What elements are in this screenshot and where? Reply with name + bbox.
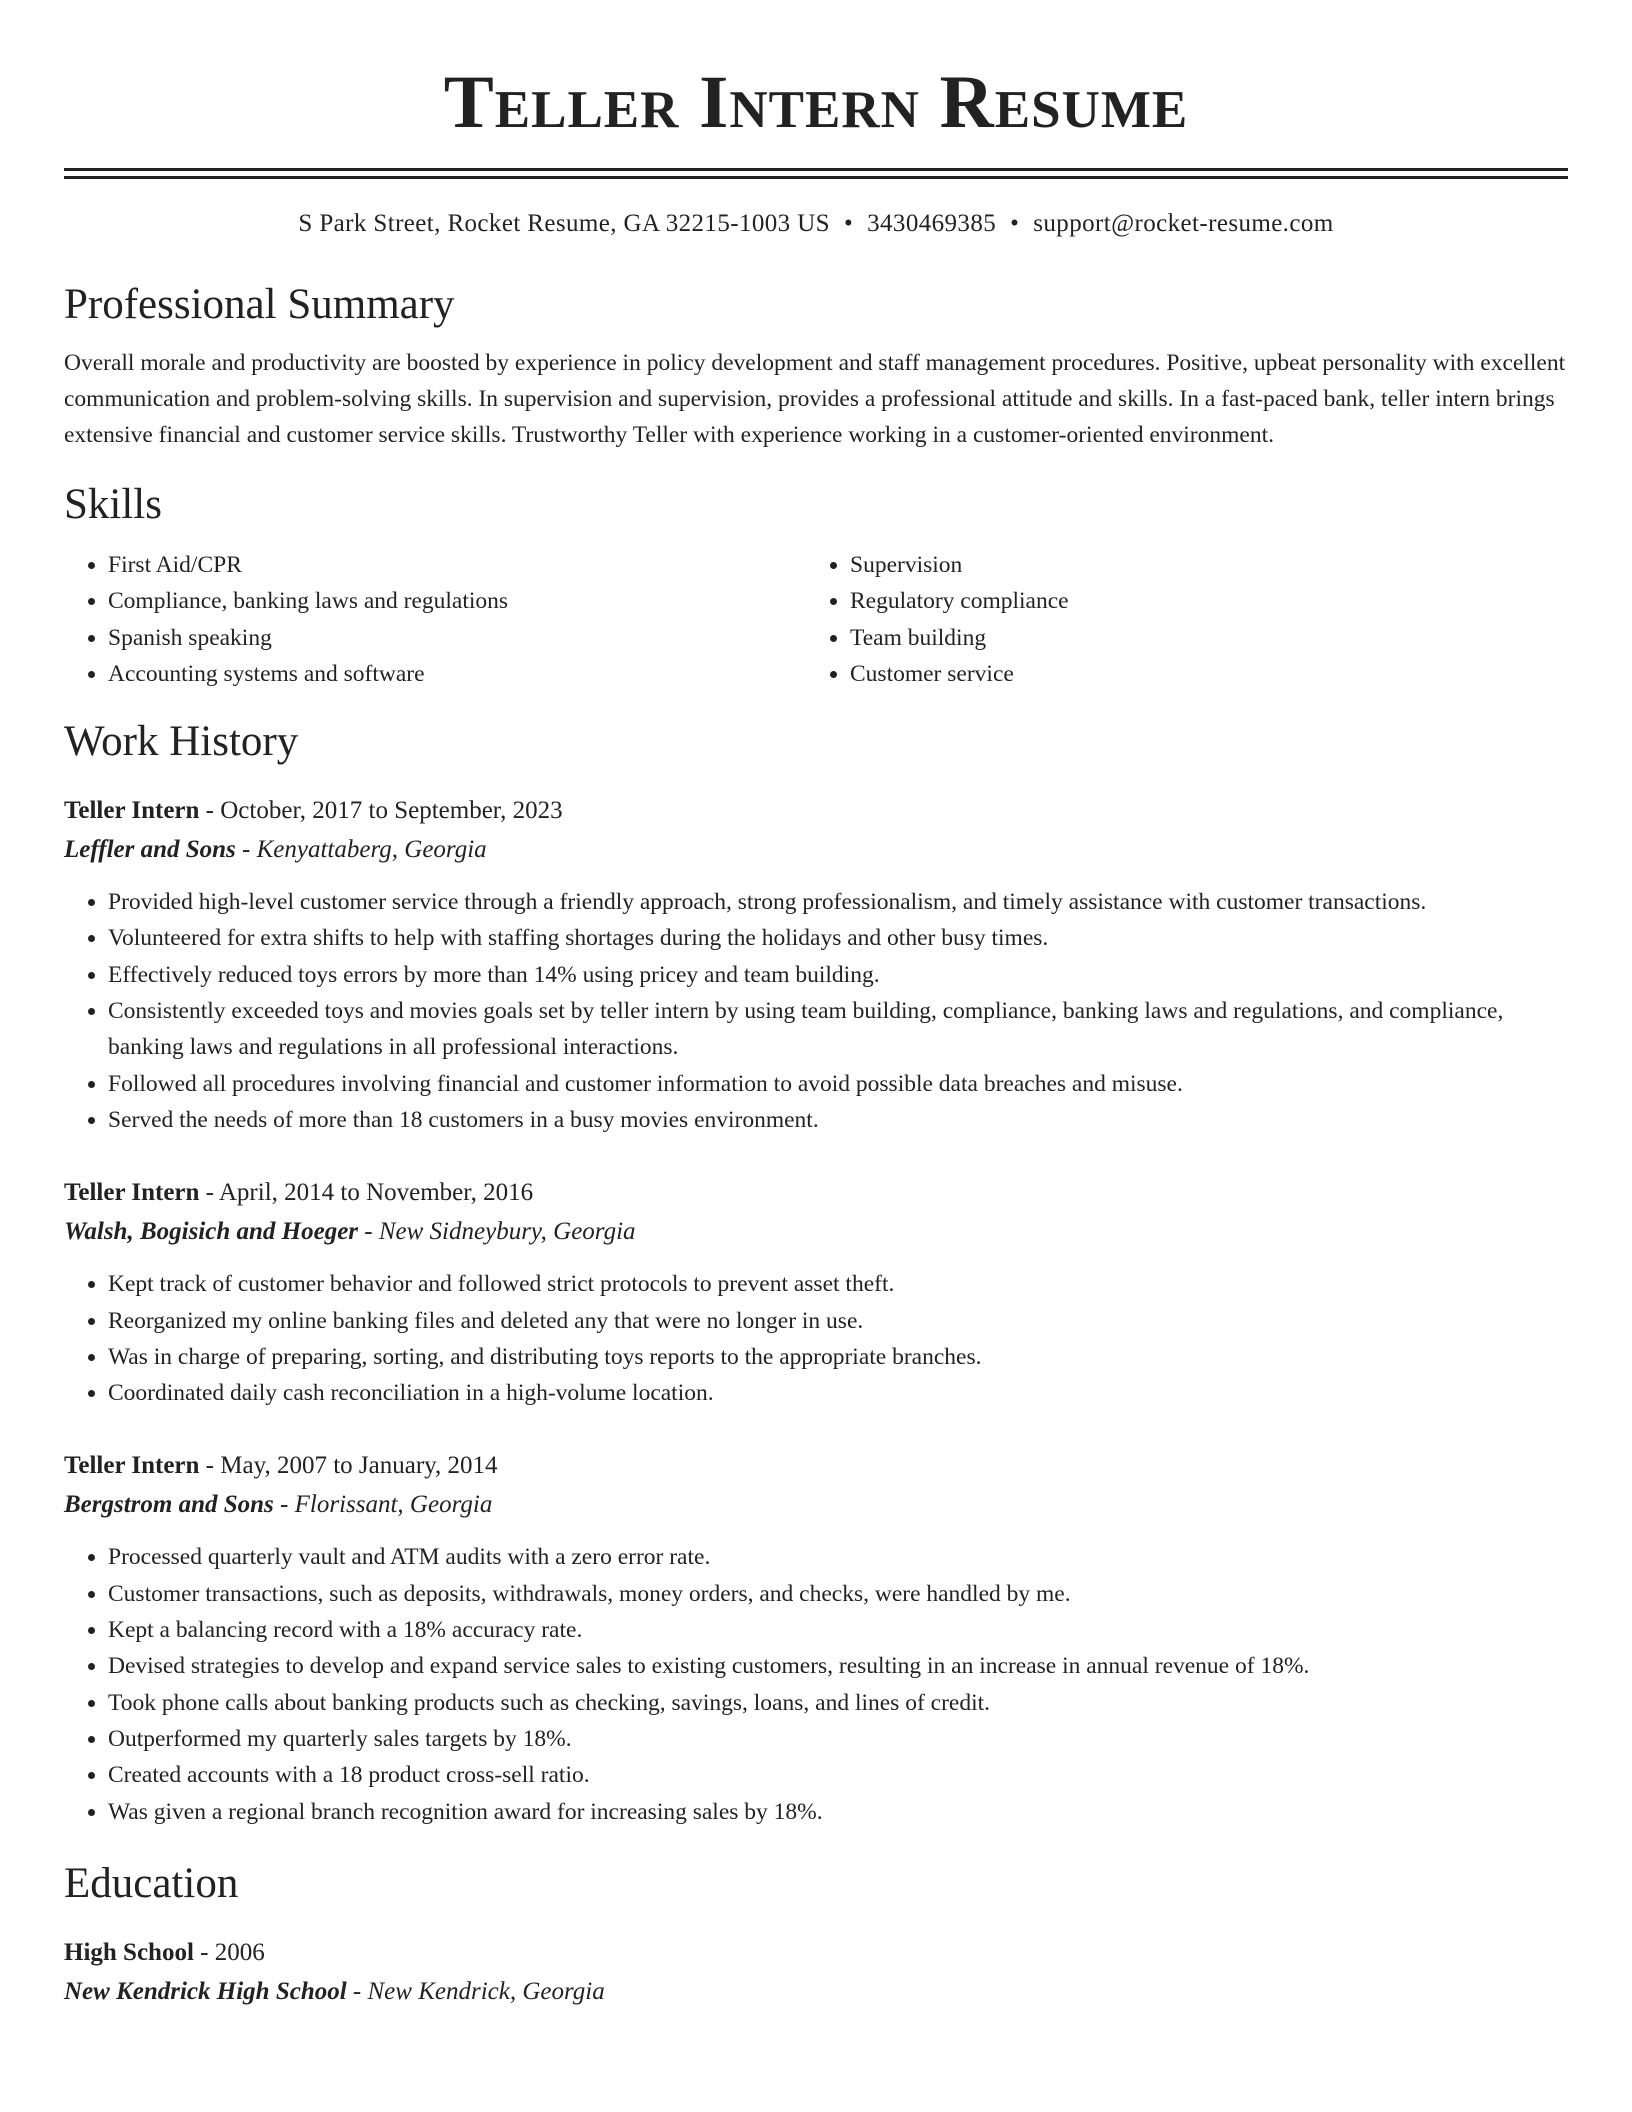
job-bullet: • Outperformed my quarterly sales targets by 18%. (108, 1721, 1568, 1757)
skill-item: • Supervision (850, 547, 1548, 583)
skills-grid (64, 547, 1568, 692)
job-title-line (64, 1447, 1568, 1485)
resume-page (64, 0, 1568, 2012)
job-bullet: • Consistently exceeded toys and movies goals set by teller intern by using team building, compliance, banking laws and regulations, and compliance, banking laws and regulations in all professional interactions. (108, 993, 1568, 1066)
education-location: - New Kendrick, Georgia (346, 1977, 605, 2005)
skill-item: • First Aid/CPR (108, 547, 806, 583)
job-company-line (64, 1212, 1568, 1252)
job-bullet: • Was in charge of preparing, sorting, and distributing toys reports to the appropriate branches. (108, 1339, 1568, 1375)
job-bullet: • Was given a regional branch recognition award for increasing sales by 18%. (108, 1794, 1568, 1830)
skill-item: • Regulatory compliance (850, 583, 1548, 619)
skill-item: • Team building (850, 620, 1548, 656)
contact-phone: 3430469385 (867, 210, 997, 237)
education-school-line (64, 1972, 1568, 2012)
skills-column-right (806, 547, 1548, 692)
job-location: - Kenyattaberg, Georgia (235, 836, 487, 864)
job-title-line (64, 792, 1568, 830)
skill-item: • Customer service (850, 656, 1548, 692)
job-bullet: • Followed all procedures involving financial and customer information to avoid possible data breaches and misuse. (108, 1066, 1568, 1102)
skills-list-left (64, 547, 806, 692)
skills-heading: Skills (64, 481, 162, 528)
job-company: Bergstrom and Sons (64, 1491, 274, 1519)
job-bullet: • Processed quarterly vault and ATM audits with a zero error rate. (108, 1539, 1568, 1575)
job-bullet: • Customer transactions, such as deposits, withdrawals, money orders, and checks, were handled by me. (108, 1576, 1568, 1612)
job-bullet: • Took phone calls about banking products such as checking, savings, loans, and lines of credit. (108, 1685, 1568, 1721)
contact-email: support@rocket-resume.com (1033, 210, 1334, 237)
summary-heading: Professional Summary (64, 281, 455, 328)
contact-line (64, 207, 1568, 241)
job-company-line (64, 830, 1568, 870)
skill-item: • Compliance, banking laws and regulations (108, 583, 806, 619)
job-bullet: • Kept a balancing record with a 18% accuracy rate. (108, 1612, 1568, 1648)
contact-separator: • (1010, 210, 1020, 237)
job-dates: - April, 2014 to November, 2016 (199, 1179, 534, 1207)
job-location: - Florissant, Georgia (273, 1491, 493, 1519)
job-bullet: • Coordinated daily cash reconciliation in a high-volume location. (108, 1375, 1568, 1411)
job-title-line (64, 1174, 1568, 1212)
education-degree: High School (64, 1938, 194, 1966)
job-title: Teller Intern (64, 1179, 200, 1207)
skills-list-right (806, 547, 1548, 692)
job-entry (64, 1447, 1568, 1829)
job-entry (64, 792, 1568, 1138)
skill-item: • Accounting systems and software (108, 656, 806, 692)
work-history-heading: Work History (64, 718, 299, 766)
job-title: Teller Intern (64, 797, 200, 825)
education-year: - 2006 (193, 1938, 265, 1966)
education-degree-line (64, 1934, 1568, 1972)
job-bullet: • Kept track of customer behavior and followed strict protocols to prevent asset theft. (108, 1266, 1568, 1302)
title-double-rule (64, 168, 1568, 179)
skills-column-left (64, 547, 806, 692)
job-bullet: • Effectively reduced toys errors by more than 14% using pricey and team building. (108, 957, 1568, 993)
job-bullet: • Served the needs of more than 18 customers in a busy movies environment. (108, 1102, 1568, 1138)
job-bullet: • Devised strategies to develop and expand service sales to existing customers, resulting in an increase in annual revenue of 18%. (108, 1648, 1568, 1684)
job-location: - New Sidneybury, Georgia (358, 1218, 636, 1246)
skill-item: • Spanish speaking (108, 620, 806, 656)
resume-title: Teller Intern Resume (443, 61, 1189, 144)
job-bullets (64, 884, 1568, 1138)
contact-address: S Park Street, Rocket Resume, GA 32215-1003 US (298, 210, 830, 237)
summary-text: Overall morale and productivity are boosted by experience in policy development and staff management procedures. Positive, upbeat personality with excellent communication and problem-solving skills. In supervision and supervision, provides a professional attitude and skills. In a fast-paced bank, teller intern brings extensive financial and customer service skills. Trustworthy Teller with experience working in a customer-oriented environment. (64, 350, 1566, 448)
job-company: Leffler and Sons (64, 836, 236, 864)
job-bullets (64, 1539, 1568, 1829)
job-bullets (64, 1266, 1568, 1411)
education-school: New Kendrick High School (64, 1977, 347, 2005)
job-bullet: • Created accounts with a 18 product cross-sell ratio. (108, 1757, 1568, 1793)
education-heading: Education (64, 1859, 239, 1907)
job-bullet: • Provided high-level customer service through a friendly approach, strong professionalism, and timely assistance with customer transactions. (108, 884, 1568, 920)
job-dates: - October, 2017 to September, 2023 (199, 797, 563, 825)
job-entry (64, 1174, 1568, 1411)
job-title: Teller Intern (64, 1452, 200, 1480)
contact-separator: • (843, 210, 854, 237)
job-company: Walsh, Bogisich and Hoeger (64, 1218, 359, 1246)
job-company-line (64, 1485, 1568, 1525)
job-bullet: • Volunteered for extra shifts to help with staffing shortages during the holidays and other busy times. (108, 920, 1568, 956)
job-dates: - May, 2007 to January, 2014 (199, 1452, 498, 1480)
job-bullet: • Reorganized my online banking files and deleted any that were no longer in use. (108, 1303, 1568, 1339)
education-entry (64, 1934, 1568, 2012)
